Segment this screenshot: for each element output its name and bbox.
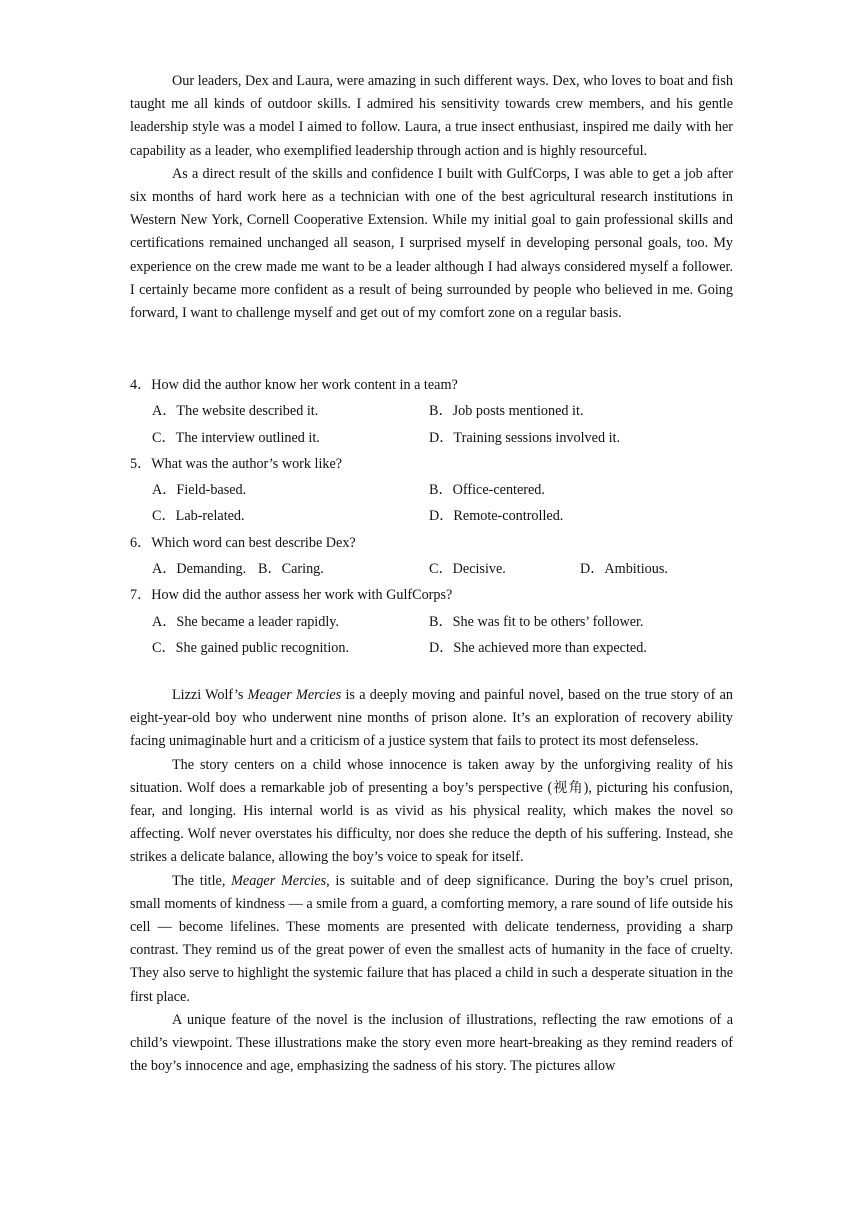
option-row [130,503,733,529]
passage-paragraph: Our leaders, Dex and Laura, were amazing in such different ways. Dex, who loves to boat and fish taught me all kinds of outdoor skills. I admired his sensitivity towards crew members, and his gentle leadership style was a model I aimed to follow. Laura, a true insect enthusiast, inspired me daily with her capability as a leader, who exemplified leadership through action and is highly resourceful. [130,73,733,159]
question-stem: 5．What was the author’s work like? [130,455,343,472]
question-6 [130,530,733,583]
question-7 [130,582,733,661]
passage-paragraph: A unique feature of the novel is the inclusion of illustrations, reflecting the raw emotions of a child’s viewpoint. These illustrations make the story even more heart-breaking as they remind readers of the boy’s innocence and age, emphasizing the sadness of his story. The pictures allow [130,1011,733,1075]
book-title: Meager Mercies, [231,872,330,889]
question-stem: 6．Which word can best describe Dex? [130,534,356,551]
option-d[interactable]: D．Training sessions involved it. [429,429,621,446]
text-run: is suitable and of deep significance. During the boy’s cruel prison, small moments of kindness — a smile from a guard, a comforting memory, a rare sound of life outside his cell — become lifelines. These moments are presented with delicate tenderness, providing a sharp contrast. They remind us of the great power of even the smallest acts of humanity in the face of cruelty. They also serve to highlight the systemic failure that has placed a child in such a desperate situation in the first place. [130,872,733,1005]
option-d[interactable]: D．Ambitious. [580,561,668,578]
option-row [130,609,733,635]
question-5 [130,451,733,530]
option-row [130,635,733,661]
passage-d [130,684,733,1078]
option-c[interactable]: C．Decisive. [429,561,506,578]
passage-paragraph: As a direct result of the skills and confidence I built with GulfCorps, I was able to get a job after six months of hard work here as a technician with one of the best agricultural research institutions in Western New York, Cornell Cooperative Extension. While my initial goal to gain professional skills and certifications remained unchanged all season, I surprised myself in developing personal goals, too. My experience on the crew made me want to be a leader although I had always considered myself a follower. I certainly became more confident as a result of being surrounded by people who believed in me. Going forward, I want to challenge myself and get out of my comfort zone on a regular basis. [130,165,733,322]
passage-paragraph [130,684,733,754]
option-a[interactable]: A．The website described it. [152,403,319,420]
option-c[interactable]: C．Lab-related. [152,508,245,525]
book-title: Meager Mercies [247,687,342,703]
text-run: is a deeply moving and painful novel, based on the true story of an eight-year-old boy who underwent nine months of prison alone. It’s an exploration of recovery ability facing unimaginable hurt and a criticism of a justice system that fails to protect its most defenseless. [130,687,733,750]
passage-c-continued [130,70,733,325]
option-c[interactable]: C．The interview outlined it. [152,429,320,446]
passage-paragraph [130,870,733,1009]
text-run: Lizzi Wolf’s [172,687,248,703]
option-row [130,477,733,503]
option-d[interactable]: D．Remote-controlled. [429,508,564,525]
option-b[interactable]: B．Caring. [258,561,324,578]
text-run: The title, [172,872,232,889]
option-b[interactable]: B．She was fit to be others’ follower. [429,613,644,630]
question-stem: 4．How did the author know her work content in a team? [130,377,458,393]
option-c[interactable]: C．She gained public recognition. [152,639,350,656]
option-row [130,398,733,424]
option-a[interactable]: A．Field-based. [152,482,247,499]
question-list [130,372,733,661]
option-b[interactable]: B．Job posts mentioned it. [429,403,584,420]
option-b[interactable]: B．Office-centered. [429,482,545,499]
option-row [130,425,733,451]
option-d[interactable]: D．She achieved more than expected. [429,639,647,656]
passage-paragraph: The story centers on a child whose innocence is taken away by the unforgiving reality of his situation. Wolf does a remarkable job of presenting a boy’s perspective (视角), picturing his confusion, fear, and longing. His internal world is as vivid as his physical reality, which makes the novel so affecting. Wolf never overstates his difficulty, nor does she reduce the depth of his suffering. Instead, she strikes a delicate balance, allowing the boy’s voice to speak for itself. [130,756,733,866]
question-4 [130,372,733,451]
option-row [130,556,733,582]
option-a[interactable]: A．Demanding. [152,561,247,578]
question-stem: 7．How did the author assess her work with GulfCorps? [130,587,453,604]
option-a[interactable]: A．She became a leader rapidly. [152,613,339,630]
